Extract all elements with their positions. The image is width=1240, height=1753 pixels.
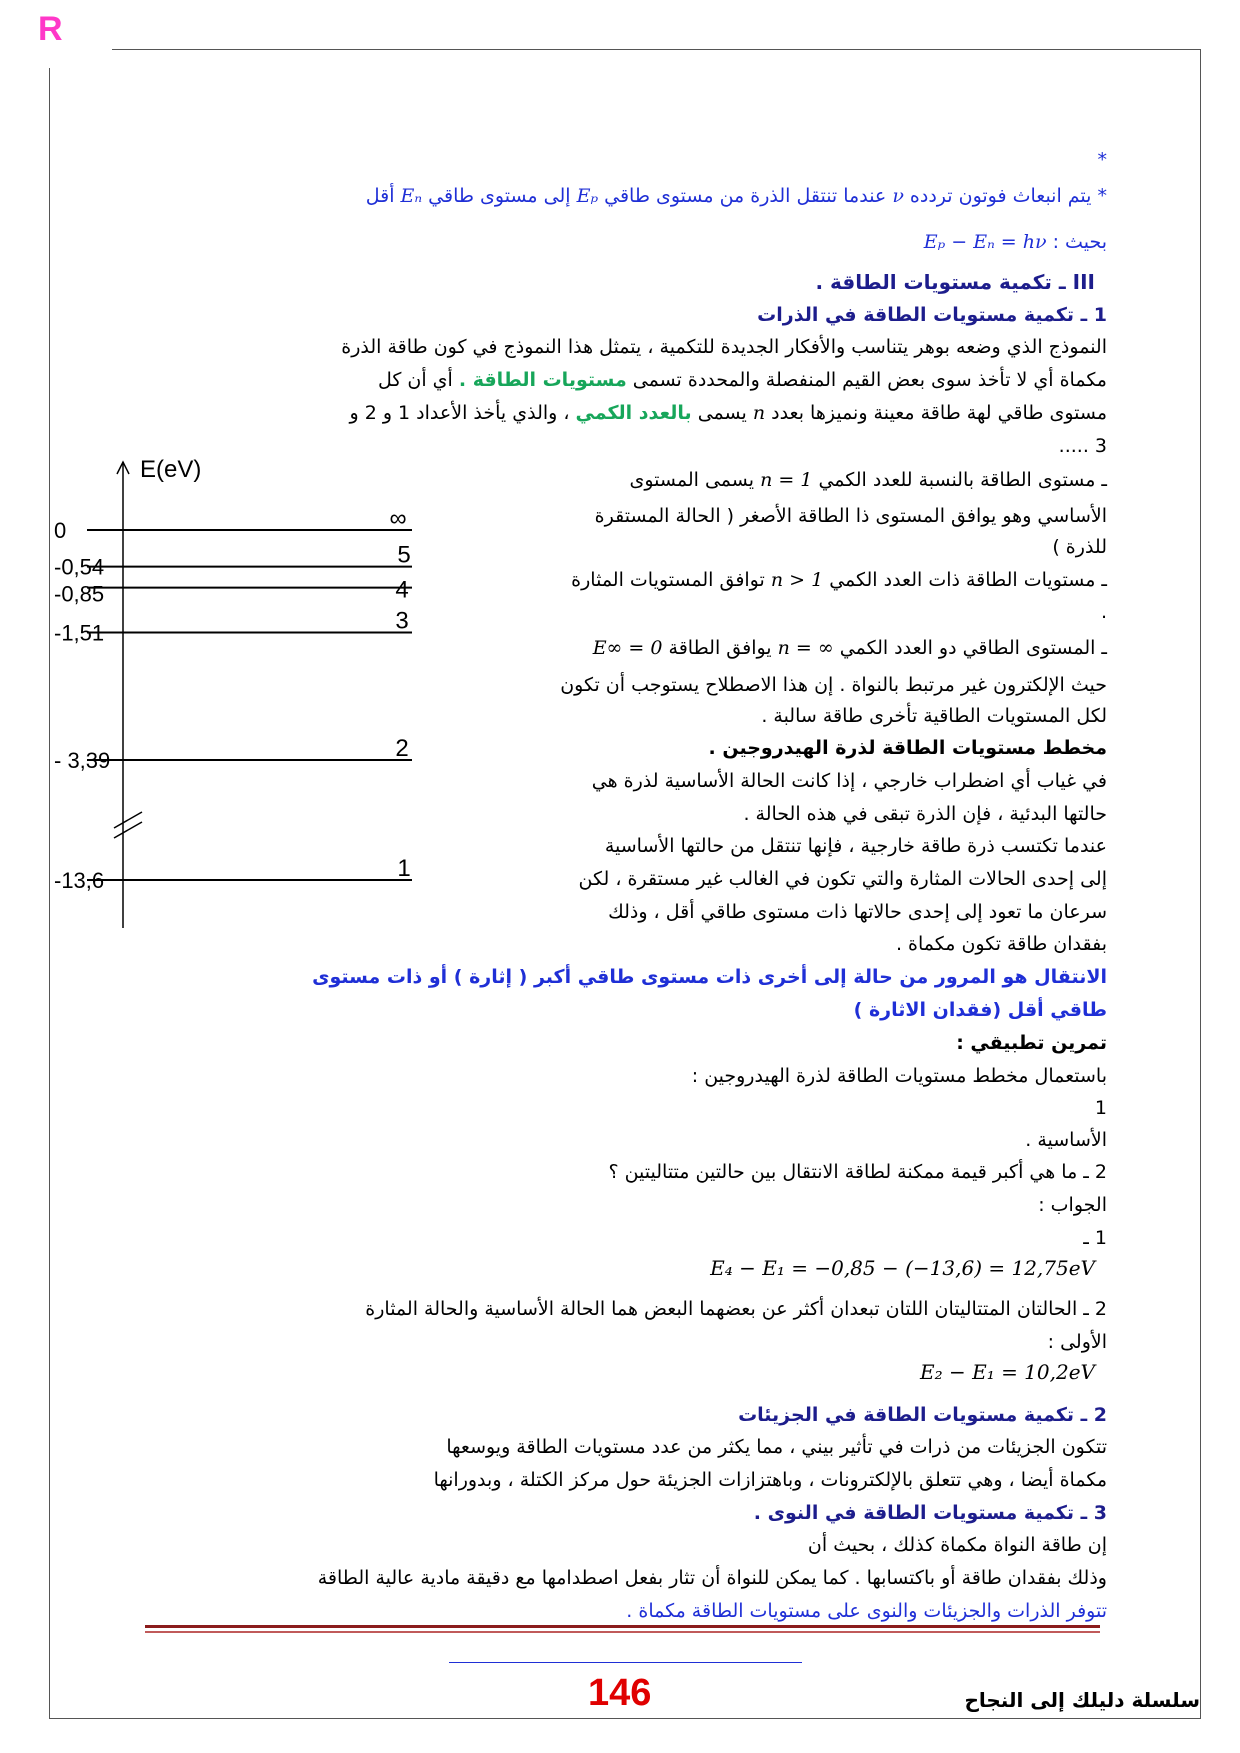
logo-letter: R [38, 10, 63, 48]
diagram-text-line6: بفقدان طاقة تكون مكماة . [895, 933, 1107, 955]
sub1-p1-line1: النموذج الذي وضعه بوهر يتناسب والأفكار الجديدة للتكمية ، يتمثل هذا النموذج في كون طاقة الذرة [341, 336, 1107, 358]
frame-right-line [1200, 49, 1201, 1718]
energy-value-label: -1,51 [54, 620, 105, 646]
diagram-title: مخطط مستويات الطاقة لذرة الهيدروجين . [708, 737, 1107, 759]
term-energy-levels: مستويات الطاقة . [458, 369, 627, 391]
emission-text-4: أقل [365, 185, 395, 207]
page-number: 146 [588, 1672, 652, 1714]
item3-line2: حيث الإلكترون غير مرتبط بالنواة . إن هذا الاصطلاح يستوجب أن تكون [560, 674, 1107, 696]
axis-label: E(eV) [140, 456, 202, 483]
text-run: يوافق الطاقة [668, 637, 772, 659]
item3-line3: لكل المستويات الطاقية تأخرى طاقة سالبة . [761, 705, 1107, 727]
item1-line1 [629, 466, 1107, 494]
condition-label: بحيث : [1052, 231, 1107, 253]
hydrogen-energy-diagram [50, 450, 430, 940]
sub2-line2: مكماة أيضا ، وهي تتعلق بالإلكترونات ، وباهتزازات الجزيئة حول مركز الكتلة ، وبدورانها [433, 1469, 1107, 1491]
emission-text-1: * يتم انبعاث فوتون تردده [909, 185, 1107, 207]
star-mark: * [1097, 149, 1107, 171]
quantum-number-label: 2 [395, 735, 409, 762]
sub2-line1: تتكون الجزيئات من ذرات في تأثير بيني ، مما يكثر من عدد مستويات الطاقة ويوسعها [446, 1436, 1107, 1458]
item1-line2: الأساسي وهو يوافق المستوى ذا الطاقة الأصغر ( الحالة المستقرة [594, 505, 1107, 527]
exercise-q1-number: 1 [1094, 1097, 1107, 1119]
axis-break-mark [114, 822, 142, 838]
transition-definition-line1: الانتقال هو المرور من حالة إلى أخرى ذات مستوى طاقي أكبر ( إثارة ) أو ذات مستوى [312, 966, 1107, 988]
quantum-number-label: ∞ [389, 505, 407, 532]
transition-definition-line2: طاقي أقل (فقدان الاثارة ) [853, 999, 1107, 1021]
diagram-text-line3: عندما تكتسب ذرة طاقة خارجية ، فإنها تنتقل من حالتها الأساسية [604, 835, 1107, 857]
text-run: توافق المستويات المثارة [571, 569, 765, 591]
emission-condition [924, 228, 1107, 256]
sub2-title: 2 ـ تكمية مستويات الطاقة في الجزيئات [738, 1404, 1107, 1426]
equation-n-infinity: n = ∞ [777, 637, 834, 659]
symbol-n: n [752, 402, 766, 424]
text-run: ـ المستوى الطاقي دو العدد الكمي [839, 637, 1107, 659]
quantum-number-label: 3 [395, 607, 409, 635]
emission-text-3: إلى مستوى طاقي [428, 185, 571, 207]
answer2-equation: E₂ − E₁ = 10,2eV [920, 1360, 1095, 1384]
text-run: ، والذي يأخذ الأعداد 1 و 2 و [349, 402, 570, 424]
item3-line1 [593, 634, 1107, 662]
energy-value-label: - 3,39 [54, 748, 111, 773]
quantum-number-label: 5 [397, 541, 411, 569]
answer2-line2: الأولى : [1047, 1331, 1107, 1353]
footer-rule-thick [145, 1625, 1100, 1628]
text-run: يسمى [697, 402, 747, 424]
exercise-q1-text: الأساسية . [1025, 1129, 1107, 1151]
sub1-p1-line3 [349, 399, 1107, 427]
symbol-ep: Eₚ [576, 185, 599, 207]
energy-value-label: -13,6 [54, 868, 105, 893]
axis-break-mark [114, 812, 142, 828]
energy-value-label: -0,54 [54, 554, 105, 580]
answer1-equation: E₄ − E₁ = −0,85 − (−13,6) = 12,75eV [710, 1256, 1095, 1280]
diagram-text-line5: سرعان ما تعود إلى إحدى حالاتها ذات مستوى طاقي أقل ، وذلك [608, 901, 1107, 923]
quantum-number-label: 4 [395, 576, 409, 604]
section-3-title: III ـ تكمية مستويات الطاقة . [815, 270, 1095, 294]
diagram-text-line2: حالتها البدئية ، فإن الذرة تبقى في هذه الحالة . [743, 803, 1107, 825]
equation-e-infinity: E∞ = 0 [592, 637, 663, 659]
term-quantum-number: بالعدد الكمي [575, 402, 692, 424]
text-run: يسمى المستوى [629, 469, 755, 491]
diagram-text-line1: في غياب أي اضطراب خارجي ، إذا كانت الحالة الأساسية لذرة هي [591, 770, 1107, 792]
sub3-title: 3 ـ تكمية مستويات الطاقة في النوى . [753, 1502, 1107, 1524]
frame-top-line [112, 49, 1200, 50]
energy-value-label: 0 [54, 518, 67, 543]
footer-rule-blue [449, 1662, 802, 1663]
condition-equation: Eₚ − Eₙ = hν [923, 231, 1047, 253]
emission-text-2: عندما تنتقل الذرة من مستوى طاقي [604, 185, 887, 207]
diagram-text-line4: إلى إحدى الحالات المثارة والتي تكون في الغالب غير مستقرة ، لكن [578, 868, 1107, 890]
sub1-p1-line4: 3 ..... [1058, 435, 1107, 457]
sub1-p1-line2 [378, 366, 1107, 394]
sub3-line1: إن طاقة النواة مكماة كذلك ، بحيث أن [807, 1534, 1107, 1556]
exercise-q2: 2 ـ ما هي أكبر قيمة ممكنة لطاقة الانتقال بين حالتين متتاليتين ؟ [608, 1161, 1107, 1183]
text-run: ـ مستوى الطاقة بالنسبة للعدد الكمي [818, 469, 1107, 491]
emission-sentence [366, 182, 1107, 210]
sub3-line2: وذلك بفقدان طاقة أو باكتسابها . كما يمكن للنواة أن تثار بفعل اصطدامها مع دقيقة مادية عالية الطاقة [317, 1567, 1107, 1589]
item2-dot: . [1100, 601, 1107, 623]
answer2-line1: 2 ـ الحالتان المتتاليتان اللتان تبعدان أكثر عن بعضهما البعض هما الحالة الأساسية والحالة المثارة [365, 1298, 1107, 1320]
answer1-number: 1 ـ [1083, 1227, 1107, 1249]
sub1-title: 1 ـ تكمية مستويات الطاقة في الذرات [757, 304, 1107, 326]
exercise-title: تمرين تطبيقي : [956, 1032, 1107, 1054]
sub3-line3: تتوفر الذرات والجزيئات والنوى على مستويات الطاقة مكماة . [626, 1600, 1107, 1622]
frame-bottom-line [49, 1718, 1201, 1719]
quantum-number-label: 1 [397, 855, 411, 882]
equation-n-gt-1: n > 1 [770, 569, 824, 591]
exercise-intro: باستعمال مخطط مستويات الطاقة لذرة الهيدروجين : [691, 1065, 1107, 1087]
answer-label: الجواب : [1038, 1194, 1107, 1216]
item2-line [571, 566, 1107, 594]
symbol-nu: ν [892, 185, 904, 207]
item1-line3: للذرة ) [1052, 536, 1107, 558]
equation-n1: n = 1 [760, 469, 813, 491]
footer-rule-thin [145, 1631, 1100, 1633]
text-run: ـ مستويات الطاقة ذات العدد الكمي [829, 569, 1107, 591]
text-run: مستوى طاقي لهة طاقة معينة ونميزها بعدد [771, 402, 1107, 424]
energy-value-label: -0,85 [54, 581, 105, 607]
symbol-en: Eₙ [400, 185, 423, 207]
series-title: سلسلة دليلك إلى النجاح [964, 1688, 1200, 1712]
text-run: مكماة أي لا تأخذ سوى بعض القيم المنفصلة والمحددة تسمى [632, 369, 1107, 391]
text-run: أي أن كل [377, 369, 453, 391]
